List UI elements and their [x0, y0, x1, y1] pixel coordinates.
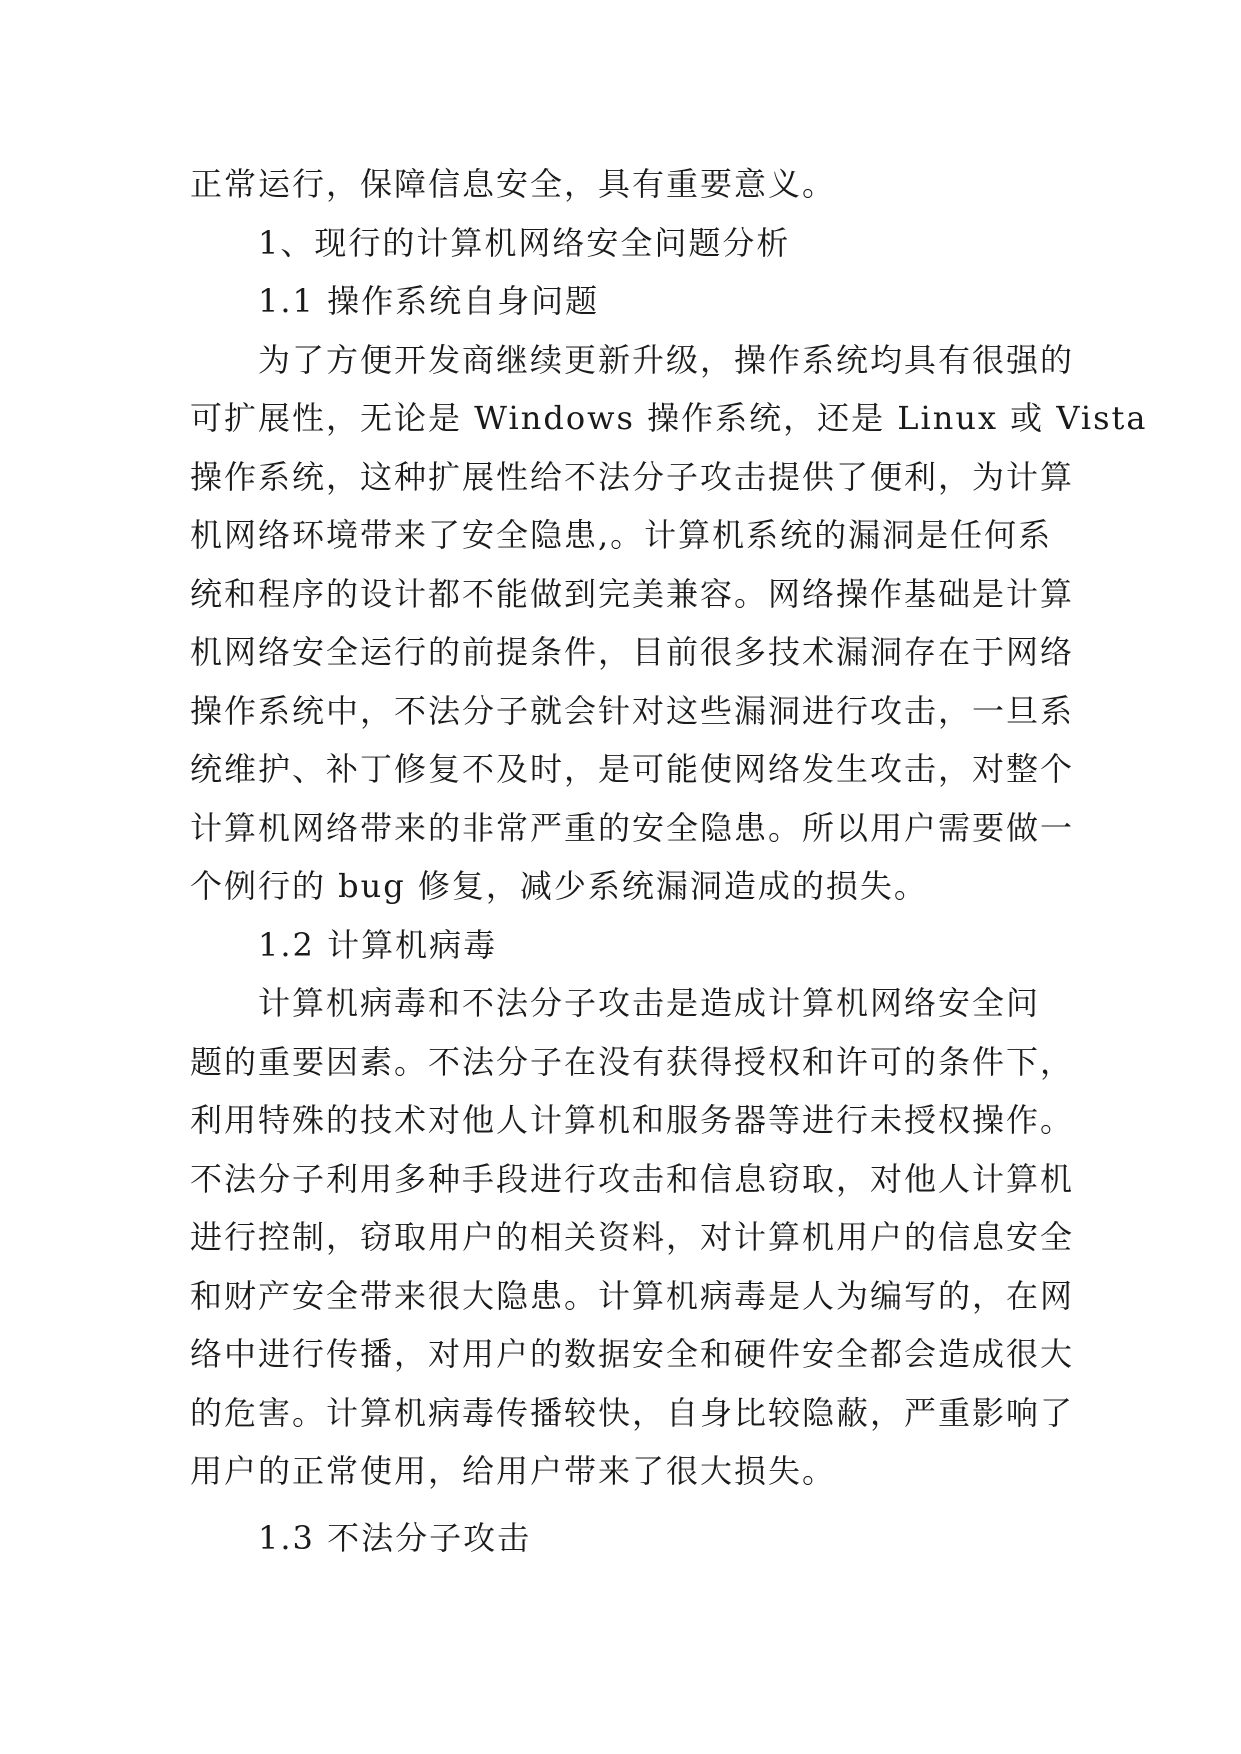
text-line: 机网络环境带来了安全隐患,。计算机系统的漏洞是任何系 [190, 516, 1053, 554]
text-line: 用户的正常使用，给用户带来了很大损失。 [190, 1452, 837, 1490]
text-line: 统和程序的设计都不能做到完美兼容。网络操作基础是计算 [190, 574, 1075, 613]
text-line: 机网络安全运行的前提条件，目前很多技术漏洞存在于网络 [190, 633, 1075, 671]
subsection-heading: 1.1 操作系统自身问题 [258, 282, 600, 320]
section-heading: 1、现行的计算机网络安全问题分析 [258, 223, 791, 262]
text-line: 为了方便开发商继续更新升级，操作系统均具有很强的 [258, 340, 1075, 379]
text-line: 进行控制，窃取用户的相关资料，对计算机用户的信息安全 [190, 1218, 1075, 1256]
text-line: 计算机病毒和不法分子攻击是造成计算机网络安全问 [258, 984, 1041, 1022]
subsection-heading: 1.3 不法分子攻击 [258, 1518, 532, 1557]
text-line: 统维护、补丁修复不及时，是可能使网络发生攻击，对整个 [190, 750, 1075, 788]
document-body [190, 155, 1148, 1567]
text-line: 操作系统中，不法分子就会针对这些漏洞进行攻击，一旦系 [190, 691, 1075, 730]
text-line: 和财产安全带来很大隐患。计算机病毒是人为编写的，在网 [190, 1276, 1075, 1315]
text-line: 不法分子利用多种手段进行攻击和信息窃取，对他人计算机 [190, 1159, 1075, 1198]
subsection-heading: 1.2 计算机病毒 [258, 925, 498, 964]
text-line: 的危害。计算机病毒传播较快，自身比较隐蔽，严重影响了 [190, 1393, 1075, 1432]
text-line: 题的重要因素。不法分子在没有获得授权和许可的条件下， [190, 1042, 1075, 1081]
text-line: 可扩展性，无论是 Windows 操作系统，还是 Linux 或 Vista [190, 399, 1148, 437]
text-line: 个例行的 bug 修复，减少系统漏洞造成的损失。 [190, 867, 928, 905]
text-line: 计算机网络带来的非常严重的安全隐患。所以用户需要做一 [190, 808, 1075, 847]
text-line: 操作系统，这种扩展性给不法分子攻击提供了便利，为计算 [190, 457, 1075, 496]
text-line: 络中进行传播，对用户的数据安全和硬件安全都会造成很大 [190, 1335, 1075, 1373]
text-line: 利用特殊的技术对他人计算机和服务器等进行未授权操作。 [190, 1101, 1075, 1139]
text-line: 正常运行，保障信息安全，具有重要意义。 [190, 165, 837, 203]
